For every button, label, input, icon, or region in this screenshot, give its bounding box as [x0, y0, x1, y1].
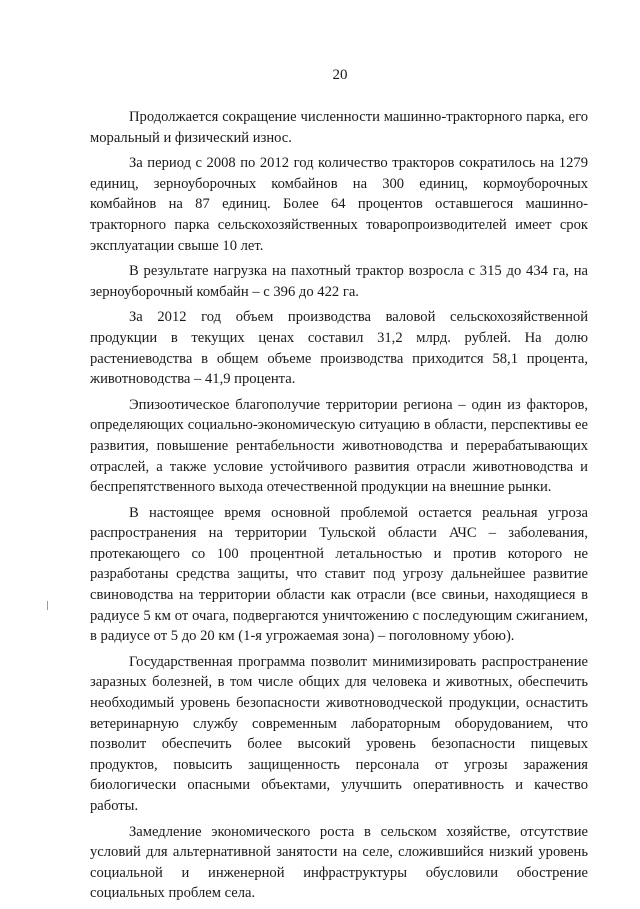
scan-mark	[47, 601, 48, 610]
paragraph-state-program: Государственная программа позволит минимизировать распространение заразных болезней, в том числе общих для человека и животных, обеспечить необходимый уровень безопасности животноводческой продукции, оснастить ветеринарную службу современным лабораторным оборудованием, что позволит обеспечить более высокий уровень безопасности пищевых продуктов, повысить защищенность персонала от угрозы заражения биологически опасными объектами, улучшить оперативность и качество работы.	[90, 653, 588, 814]
body-text	[90, 107, 588, 909]
paragraph-rural-slowdown: Замедление экономического роста в сельском хозяйстве, отсутствие условий для альтернативной занятости на селе, сложившийся низкий уровень социальной и инженерной инфраструктуры обусловили обострение социальных проблем села.	[90, 823, 588, 902]
paragraph-fleet-statistics: За период с 2008 по 2012 год количество тракторов сократилось на 1279 единиц, зерноуборочных комбайнов на 300 единиц, кормоуборочных комбайнов на 87 единиц. Более 64 процентов оставшегося машинно-тракторного парка сельскохозяйственных товаропроизводителей имеет срок эксплуатации свыше 10 лет.	[90, 155, 588, 254]
page-number: 20	[332, 67, 348, 83]
paragraph-machine-load: В результате нагрузка на пахотный трактор возросла с 315 до 434 га, на зерноуборочный комбайн – с 396 до 422 га.	[90, 263, 588, 300]
paragraph-asf-threat: В настоящее время основной проблемой остается реальная угроза распространения на территории Тульской области АЧС – заболевания, протекающего со 100 процентной летальностью и против которого не разработаны средства защиты, что ставит под угрозу дальнейшее развитие свиноводства на территории области как отрасли (все свиньи, находящиеся в радиусе 5 км от очага, подвергаются уничтожению с последующим сжиганием, в радиусе от 5 до 20 км (1-я угрожаемая зона) – поголовному убою).	[90, 504, 588, 645]
paragraph-fleet-reduction: Продолжается сокращение численности машинно-тракторного парка, его моральный и физический износ.	[90, 109, 588, 146]
paragraph-epizootic-wellbeing: Эпизоотическое благополучие территории региона – один из факторов, определяющих социально-экономическую ситуацию в области, перспективы ее развития, повышение рентабельности животноводства и перерабатывающих отраслей, а также условие устойчивого развития отрасли животноводства и беспрепятственного выхода отечественной продукции на внешние рынки.	[90, 396, 588, 496]
paragraph-production-volume: За 2012 год объем производства валовой сельскохозяйственной продукции в текущих ценах составил 31,2 млрд. рублей. На долю растениеводства в общем объеме производства приходится 58,1 процента, животноводства – 41,9 процента.	[90, 309, 588, 388]
